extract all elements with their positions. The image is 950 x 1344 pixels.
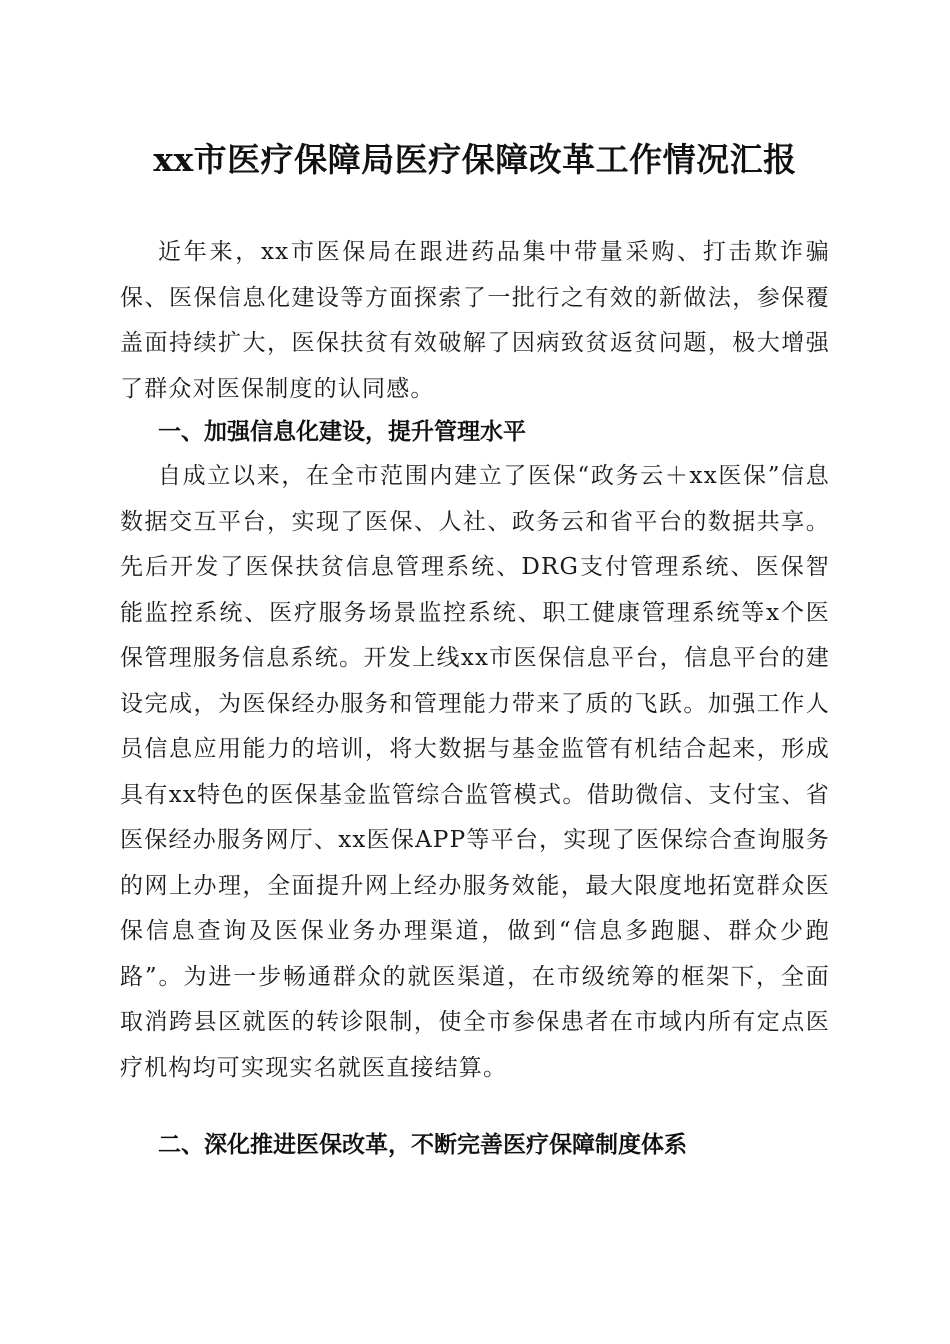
intro-paragraph: 近年来，xx市医保局在跟进药品集中带量采购、打击欺诈骗保、医保信息化建设等方面探索了一批行之有效的新做法，参保覆盖面持续扩大，医保扶贫有效破解了因病致贫返贫问题，极大增强了群众对医保制度的认同感。: [120, 239, 830, 402]
section-1-paragraph: 自成立以来，在全市范围内建立了医保“政务云＋xx医保”信息数据交互平台，实现了医保、人社、政务云和省平台的数据共享。先后开发了医保扶贫信息管理系统、DRG支付管理系统、医保智能监控系统、医疗服务场景监控系统、职工健康管理系统等x个医保管理服务信息系统。开发上线xx市医保信息平台，信息平台的建设完成，为医保经办服务和管理能力带来了质的飞跃。加强工作人员信息应用能力的培训，将大数据与基金监管有机结合起来，形成具有xx特色的医保基金监管综合监管模式。借助微信、支付宝、省医保经办服务网厅、xx医保APP等平台，实现了医保综合查询服务的网上办理，全面提升网上经办服务效能，最大限度地拓宽群众医保信息查询及医保业务办理渠道，做到“信息多跑腿、群众少跑路”。为进一步畅通群众的就医渠道，在市级统筹的框架下，全面取消跨县区就医的转诊限制，使全市参保患者在市域内所有定点医疗机构均可实现实名就医直接结算。: [120, 463, 830, 1081]
section-heading-2: 二、深化推进医保改革，不断完善医疗保障制度体系: [158, 1132, 687, 1158]
document-title: xx市医疗保障局医疗保障改革工作情况汇报: [153, 140, 797, 179]
section-heading-1: 一、加强信息化建设，提升管理水平: [158, 419, 526, 445]
